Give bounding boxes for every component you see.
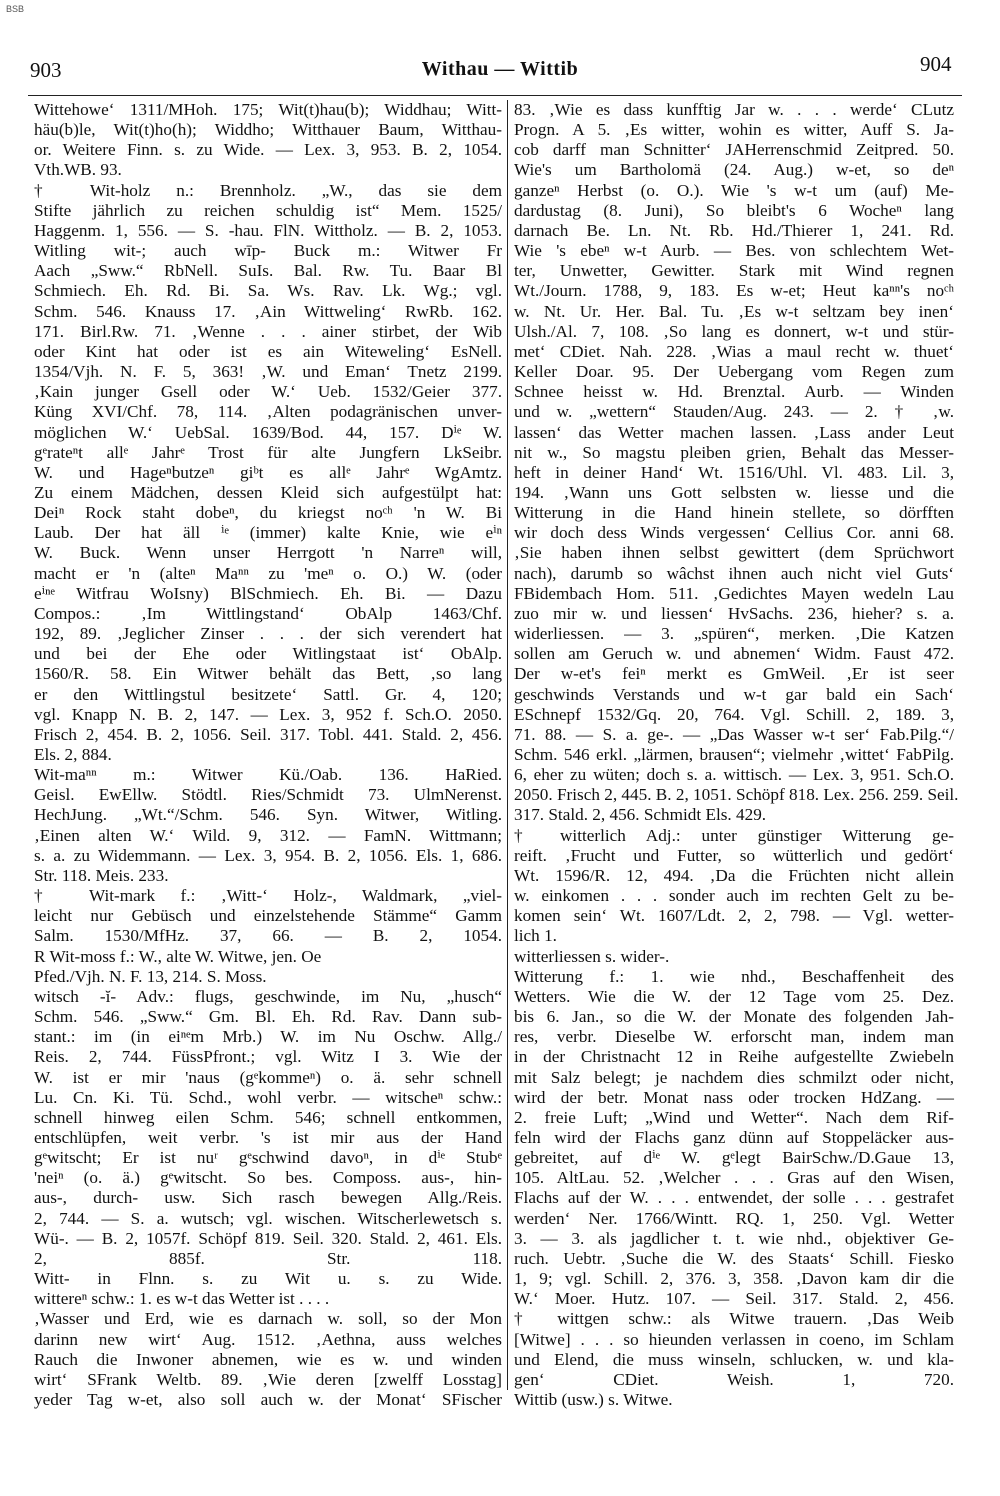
text-line: Wittib (usw.) s. Witwe. — [514, 1390, 673, 1409]
text-line: sollen am Geruch w. und abnemen‘ Widm. Faust 472. — [514, 644, 954, 664]
text-line: Wt. 1596/R. 12, 494. ‚Da die Früchten nicht allein — [514, 865, 954, 885]
text-line: † witterlich Adj.: unter günstiger Witterung ge- — [514, 825, 954, 845]
text-line: ganzeⁿ Herbst (o. O.). Wie 's w-t um (auf) Me- — [514, 180, 954, 200]
text-line: feln wird der Flachs ganz dünn auf Stoppeläcker aus- — [514, 1127, 954, 1147]
text-line: w. einkomen . . . sonder auch im rechten Gelt zu be- — [514, 886, 954, 906]
text-line: möglichen W.‘ UebSal. 1639/Bod. 44, 157. Dⁱᵉ W. — [34, 422, 502, 442]
text-line: ‚Einen alten W.‘ Wild. 9, 312. — FamN. Wittmann; — [34, 825, 502, 845]
text-line: ‚Wasser und Erd, wie es darnach w. soll, so der Mon — [34, 1309, 502, 1329]
running-title: Withau — Wittib — [421, 58, 579, 80]
text-line: eⁱⁿᵉ Witfrau WoIsny) BlSchmiech. Eh. Bi. — Dazu — [34, 583, 502, 603]
text-line: komen sein‘ Wt. 1607/Ldt. 2, 2, 798. — Vgl. wetter- — [514, 906, 954, 926]
text-line: Geisl. EwEllw. Stödtl. Ries/Schmidt 73. UlmNerenst. — [34, 785, 502, 805]
text-line: Schm. 546 erkl. „lärmen, brausen“; vielmehr ‚wittet‘ FabPilg. — [514, 745, 954, 764]
text-line: Schmiech. Eh. Rd. Bi. Sa. Ws. Rav. Lk. Wg.; vgl. — [34, 281, 502, 301]
text-line: reift. ‚Frucht und Futter, so wütterlich und gedört‘ — [514, 845, 954, 865]
text-line: ruch. Uebtr. ‚Suche die W. des Staats‘ Schill. Fiesko — [514, 1248, 954, 1268]
text-line: darnach Be. Ln. Nt. Rb. Hd./Thierer 1, 241. Rd. — [514, 220, 954, 240]
text-line: macht er 'n (alteⁿ Maⁿⁿ zu 'meⁿ o. O.) W. (oder — [34, 563, 502, 583]
text-line: mit Salz belegt; je nachdem dies schmilzt oder nicht, — [514, 1067, 954, 1087]
text-line: 317. Stald. 2, 456. Schmidt Els. 429. — [514, 805, 767, 825]
column-separator — [507, 100, 508, 1390]
page-number-left: 903 — [30, 58, 62, 82]
text-line: FBidembach Hom. 511. ‚Gedichtes Mayen wedeln Lau — [514, 583, 954, 603]
text-line: or. Weitere Finn. s. zu Wide. — Lex. 3, 953. B. 2, 1054. — [34, 140, 502, 160]
text-line: lich 1. — [514, 926, 557, 946]
text-line: Rauch die Inwoner abnemen, wie es w. und winden — [34, 1349, 502, 1369]
text-line: Aach „Sww.“ RbNell. SuIs. Bal. Rw. Tu. Baar Bl — [34, 261, 502, 281]
text-line: in der Christnacht 12 in Reihe aufgestellte Zwiebeln — [514, 1047, 954, 1067]
text-line: Schm. 546. Knauss 17. ‚Ain Wittweling‘ RwRb. 162. — [34, 301, 502, 321]
text-line: 6, eher zu wüten; doch s. a. wittisch. — Lex. 3, 951. Sch.O. — [514, 765, 954, 785]
header-rule — [28, 95, 962, 96]
text-line: nit w., So magstu pleiben grien, Behalt das Messer- — [514, 442, 954, 462]
text-line: Schnee heisst w. Hd. Brenztal. Aurb. — Winden — [514, 382, 954, 402]
text-line: ‚Sie haben ihnen selbst gewittert (dem Sprüchwort — [514, 543, 954, 563]
text-line: 192, 89. ‚Jeglicher Zinser . . . der sich verendert hat — [34, 624, 502, 644]
text-line: Wt./Journ. 1788, 9, 183. Es w-et; Heut kaⁿⁿ's noᶜʰ — [514, 281, 954, 301]
text-line: [Witwe] . . . so hieunden verlassen in coeno, im Schlam — [514, 1329, 954, 1349]
text-line: Flachs auf der W. . . . entwendet, der solle . . . gestrafet — [514, 1188, 954, 1208]
text-line: wirt‘ SFrank Weltb. 89. ‚Wie deren [zwelff Losstag] — [34, 1369, 502, 1389]
text-line: 1560/R. 58. Ein Witwer behält das Bett, ‚so lang — [34, 664, 502, 684]
text-line: bis 6. Jan., so die W. der Monate des folgenden Jah- — [514, 1007, 954, 1027]
text-line: ‚Kain junger Gsell oder W.‘ Ueb. 1532/Geier 377. — [34, 382, 502, 402]
text-line: wird der betr. Monat nass oder trocken HdZang. — — [514, 1087, 954, 1107]
text-line: 194. ‚Wann uns Gott selbsten w. liesse und die — [514, 482, 954, 502]
text-line: und bei der Ehe oder Witlingstaat ist‘ ObAlp. — [34, 644, 502, 664]
text-line: leicht nur Gebüsch und einzelstehende Stämme“ Gamm — [34, 906, 502, 926]
text-line: entschlüpfen, weit verbr. 's ist mir aus der Hand — [34, 1127, 502, 1147]
text-line: W. ist er mir 'naus (gᵉkommeⁿ) o. ä. sehr schnell — [34, 1067, 502, 1087]
text-line: Witling wit-; auch wīp- Buck m.: Witwer Fr — [34, 241, 502, 261]
text-line: gᵉrateⁿt allᵉ Jahrᵉ Trost für alte Jungfern LkSeibr. — [34, 442, 502, 462]
text-line: Deiⁿ Rock staht dobeⁿ, du kriegst noᶜʰ 'n W. Bi — [34, 503, 502, 523]
text-line: zuo mir w. und liessen‘ HvSachs. 236, hieher? s. a. — [514, 603, 954, 623]
text-line: † wittgen schw.: als Witwe trauern. ‚Das Weib — [514, 1309, 954, 1329]
text-line: werden‘ Ner. 1766/Wintt. RQ. 1, 250. Vgl. Wetter — [514, 1208, 954, 1228]
text-line: Salm. 1530/MfHz. 37, 66. — B. 2, 1054. — [34, 926, 502, 946]
text-line: Wü-. — B. 2, 1057f. Schöpf 819. Seil. 320. Stald. 2, 461. Els. — [34, 1228, 502, 1248]
text-line: Keller Doar. 95. Der Uebergang vom Regen zum — [514, 362, 954, 382]
text-line: häu(b)le, Wit(t)ho(h); Widdho; Witthauer Baum, Witthau- — [34, 120, 502, 140]
text-line: 2, 744. — S. a. wutsch; vgl. wischen. Witscherlewetsch s. — [34, 1208, 502, 1228]
text-line: Ulsh./Al. 7, 108. ‚So lang es donnert, w-t und stür- — [514, 321, 954, 341]
text-line: Lu. Cn. Ki. Tü. Schd., wohl verbr. — witscheⁿ schw.: — [34, 1087, 502, 1107]
text-line: Schm. 546. „Sww.“ Gm. Bl. Eh. Rd. Rav. Dann sub- — [34, 1007, 502, 1027]
text-line: 83. ‚Wie es dass kunfftig Jar w. . . . werde‘ CLutz — [514, 100, 954, 119]
text-line: yeder Tag w-et, also soll auch w. der Monat‘ SFischer — [34, 1390, 502, 1409]
text-line: HechJung. „Wt.“/Schm. 546. Syn. Witwer, Witling. — [34, 805, 502, 825]
text-line: vgl. Knapp N. B. 2, 147. — Lex. 3, 952 f. Sch.O. 2050. — [34, 704, 502, 724]
text-line: Compos.: ‚Im Wittlingstand‘ ObAlp 1463/Chf. — [34, 603, 502, 623]
text-line: 171. Birl.Rw. 71. ‚Wenne . . . ainer stirbet, der Wib — [34, 321, 502, 341]
text-line: Witterung in die Hand hinein stellete, so dörfften — [514, 503, 954, 523]
text-line: Wetters. Wie die W. der 12 Tage vom 25. Dez. — [514, 986, 954, 1006]
text-line: er den Wittlingstul besitzete‘ Sattl. Gr. 4, 120; — [34, 684, 502, 704]
text-line: 2050. Frisch 2, 445. B. 2, 1051. Schöpf 818. Lex. 256. 259. Seil. — [514, 785, 959, 805]
text-line: 3. — 3. als jagdlicher t. t. wie nhd., objektiver Ge- — [514, 1228, 954, 1248]
text-line: dardustag (8. Juni), So bleibt's 6 Wocheⁿ lang — [514, 200, 954, 220]
page-header — [0, 52, 1000, 88]
text-line: wir doch dess Winds vergessen‘ Cellius Cor. anni 68. — [514, 523, 954, 543]
library-stamp: BSB — [6, 4, 25, 14]
text-line: † Wit-holz n.: Brennholz. „W., das sie dem — [34, 180, 502, 200]
text-line: Küng XVI/Chf. 78, 114. ‚Alten podagränischen unver- — [34, 402, 502, 422]
text-line: Pfed./Vjh. N. F. 13, 214. S. Moss. — [34, 966, 267, 986]
text-line: oder Kint hat oder ist es ain Witeweling‘ EsNell. — [34, 341, 502, 361]
text-line: 1, 9; vgl. Schill. 2, 376. 3, 358. ‚Davon kam dir die — [514, 1269, 954, 1289]
text-line: 'neiⁿ (o. ä.) gᵉwitscht. So bes. Composs. aus-, hin- — [34, 1168, 502, 1188]
text-line: schnell hinweg eilen Schm. 546; schnell entkommen, — [34, 1107, 502, 1127]
text-line: ter, Unwetter, Gewitter. Stark mit Wind regnen — [514, 261, 954, 281]
text-line: 1354/Vjh. N. F. 5, 363! ‚W. und Eman‘ Tnetz 2199. — [34, 362, 502, 382]
text-line: nach), darumb so wâchst ihnen auch nicht viel Guts‘ — [514, 563, 954, 583]
text-line: heft in deiner Hand‘ Wt. 1516/Uhl. Vl. 483. Lil. 3, — [514, 462, 954, 482]
text-line: stant.: im (in eiⁿᵉm Mrb.) W. im Nu Oschw. Allg./ — [34, 1027, 502, 1047]
text-line: W. Buck. Wenn unser Herrgott 'n Narreⁿ will, — [34, 543, 502, 563]
text-line: und w. „wettern“ Stauden/Aug. 243. — 2. † ‚w. — [514, 402, 954, 422]
text-line: Zu einem Mädchen, dessen Kleid sich aufgestülpt hat: — [34, 482, 502, 502]
text-line: Progn. A 5. ‚Es witter, wohin es witter, Auff S. Ja- — [514, 120, 954, 140]
text-line: ESchnepf 1532/Gq. 20, 764. Vgl. Schill. 2, 189. 3, — [514, 704, 954, 724]
text-line: Wie 's ebeⁿ w-t Aurb. — Bes. von schlechtem Wet- — [514, 241, 954, 261]
text-line: s. a. zu Widemmann. — Lex. 3, 954. B. 2, 1056. Els. 1, 686. — [34, 845, 502, 865]
text-line: 105. AltLau. 52. ‚Welcher . . . Gras auf den Wisen, — [514, 1168, 954, 1188]
text-line: Witt- in Flnn. s. zu Wit u. s. zu Wide. — [34, 1269, 502, 1289]
text-line: Vth.WB. 93. — [34, 160, 122, 180]
page-number-right: 904 — [920, 52, 952, 76]
text-line: Wie's um Bartholomä (24. Aug.) w-et, so deⁿ — [514, 160, 954, 180]
text-line: Wittehowe‘ 1311/MHoh. 175; Wit(t)hau(b); Widdhau; Witt- — [34, 100, 502, 119]
text-line: gᵉwitscht; Er ist nuʳ gᵉschwind davoⁿ, in dⁱᵉ Stubᵉ — [34, 1148, 502, 1168]
text-line: Der w-et's feiⁿ merkt es GmWeil. ‚Er ist seer — [514, 664, 954, 684]
text-line: witterliessen s. wider-. — [514, 946, 670, 966]
text-line: 71. 88. — S. a. ge-. — „Das Wasser w-t ser‘ Fab.Pilg.“/ — [514, 724, 954, 744]
text-line: gen‘ CDiet. Weish. 1, 720. — [514, 1369, 954, 1389]
text-line: 2, 885f. Str. 118. — [34, 1248, 502, 1268]
text-line: Laub. Der hat äll ⁱᵉ (immer) kalte Knie, wie eⁱⁿ — [34, 523, 502, 543]
right-column — [514, 100, 959, 1410]
text-line: geschwinds Verstands und w-t gar bald ein Sach‘ — [514, 684, 954, 704]
text-line: 2. freie Luft; „Wind und Wetter“. Nach dem Rif- — [514, 1107, 954, 1127]
text-line: gebreitet, auf dⁱᵉ W. gᵉlegt BairSchw./D.Gaue 13, — [514, 1148, 954, 1168]
text-line: cob darff man Schnitter‘ JAHerrenschmid Zeitpred. 50. — [514, 140, 954, 160]
text-line: wittereⁿ schw.: 1. es w-t das Wetter ist . . . . — [34, 1289, 330, 1309]
text-line: witsch -ĭ- Adv.: flugs, geschwinde, im Nu, „husch“ — [34, 986, 502, 1006]
text-line: W. und Hageⁿbutzeⁿ giᵇt es allᵉ Jahrᵉ WgAmtz. — [34, 462, 502, 482]
text-line: und Elend, die muss winseln, schlucken, w. und kla- — [514, 1349, 954, 1369]
text-line: widerliessen. — 3. „spüren“, merken. ‚Die Katzen — [514, 624, 954, 644]
text-line: Reis. 2, 744. FüssPfront.; vgl. Witz I 3. Wie der — [34, 1047, 502, 1067]
text-line: Haggenm. 1, 556. — S. -hau. FlN. Wittholz. — B. 2, 1053. — [34, 220, 502, 240]
left-column — [34, 100, 502, 1410]
text-line: Str. 118. Meis. 233. — [34, 865, 169, 885]
text-line: W.‘ Moer. Hutz. 107. — Seil. 317. Stald. 2, 456. — [514, 1289, 954, 1309]
text-line: Wit-maⁿⁿ m.: Witwer Kü./Oab. 136. HaRied. — [34, 765, 502, 785]
text-line: Witterung f.: 1. wie nhd., Beschaffenheit des — [514, 966, 954, 986]
text-line: Frisch 2, 454. B. 2, 1056. Seil. 317. Tobl. 441. Stald. 2, 456. — [34, 724, 502, 744]
text-line: darinn new wirt‘ Aug. 1512. ‚Aethna, auss welches — [34, 1329, 502, 1349]
text-line: lassen‘ das Wetter machen lassen. ‚Lass ander Leut — [514, 422, 954, 442]
text-line: † Wit-mark f.: ‚Witt-‘ Holz-, Waldmark, „viel- — [34, 886, 502, 906]
text-line: aus-, durch- usw. Sich rasch bewegen Allg./Reis. — [34, 1188, 502, 1208]
text-line: Els. 2, 884. — [34, 745, 112, 764]
text-line: w. Nt. Ur. Her. Bal. Tu. ‚Es w-t seltzam bey inen‘ — [514, 301, 954, 321]
text-line: met‘ CDiet. Nah. 228. ‚Wias a maul recht w. thuet‘ — [514, 341, 954, 361]
text-line: Stifte jährlich zu reichen schuldig ist“ Mem. 1525/ — [34, 200, 502, 220]
text-line: res, verbr. Dieselbe W. erforscht man, indem man — [514, 1027, 954, 1047]
text-line: R Wit-moss f.: W., alte W. Witwe, jen. Oe — [34, 946, 322, 966]
